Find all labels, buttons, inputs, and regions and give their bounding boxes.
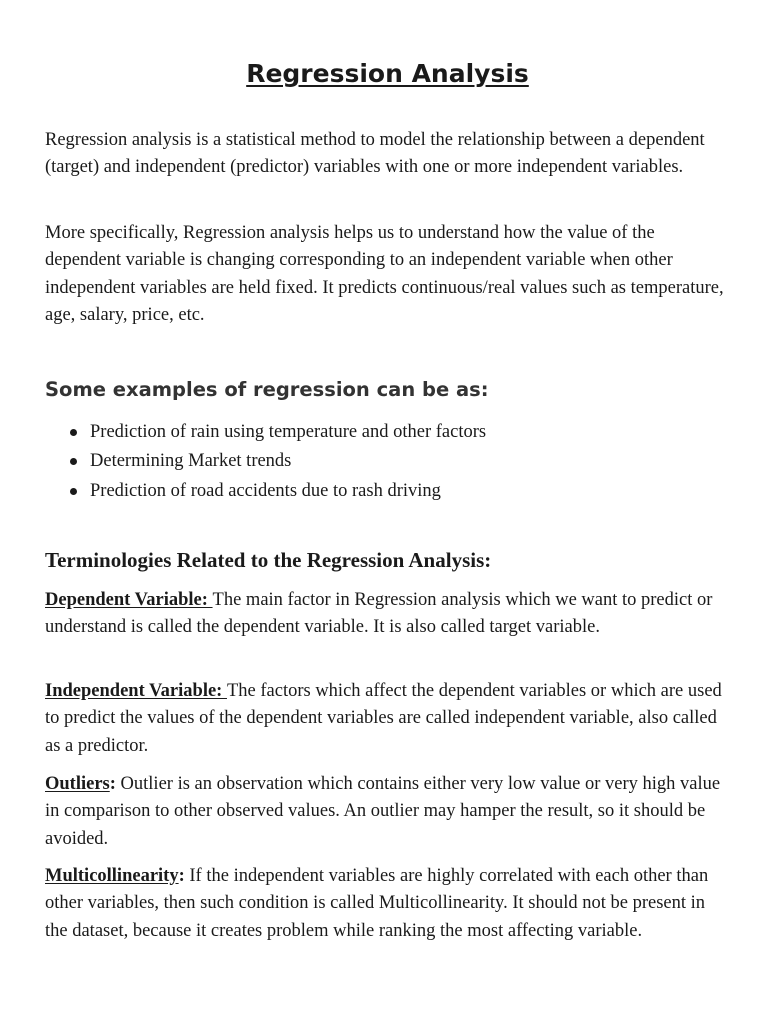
term-definition: If the independent variables are highly correlated with each other than other variables, then such condition is called Multicollinearity. It should not be present in the dataset, because it creates problem while ranking the most affecting variable. [45, 866, 709, 941]
term-independent-variable [45, 678, 730, 760]
intro-paragraph-1: Regression analysis is a statistical method to model the relationship between a dependent (target) and independent (predictor) variables with one or more independent variables. [45, 130, 705, 178]
terminologies-heading: Terminologies Related to the Regression Analysis: [45, 548, 492, 572]
term-label: Multicollinearity [45, 866, 179, 886]
term-definition: The factors which affect the dependent variables or which are used to predict the values of the dependent variables are called independent variable, also called as a predictor. [45, 681, 722, 756]
term-multicollinearity [45, 863, 730, 945]
examples-list-item: Determining Market trends [45, 447, 730, 476]
term-label: Dependent Variable: [45, 590, 213, 610]
examples-list-item: Prediction of road accidents due to rash driving [45, 477, 730, 506]
term-dependent-variable [45, 587, 730, 642]
examples-heading: Some examples of regression can be as: [45, 378, 489, 401]
term-colon: : [109, 774, 121, 794]
term-label: Outliers [45, 774, 110, 794]
examples-list [45, 418, 730, 506]
document-title [45, 56, 730, 92]
term-colon: : [178, 866, 190, 886]
term-definition: Outlier is an observation which contains either very low value or very high value in comparison to other observed values. An outlier may hamper the result, so it should be avoided. [45, 774, 721, 849]
examples-list-item: Prediction of rain using temperature and other factors [45, 418, 730, 447]
document-title-text: Regression Analysis [246, 59, 529, 88]
intro-paragraph-2: More specifically, Regression analysis helps us to understand how the value of the dependent variable is changing corresponding to an independent variable when other independent variables are held fixed. It predicts continuous/real values such as temperature, age, salary, price, etc. [45, 223, 724, 326]
term-definition: The main factor in Regression analysis which we want to predict or understand is called the dependent variable. It is also called target variable. [45, 590, 713, 638]
term-outliers [45, 771, 730, 853]
term-label: Independent Variable: [45, 681, 227, 701]
